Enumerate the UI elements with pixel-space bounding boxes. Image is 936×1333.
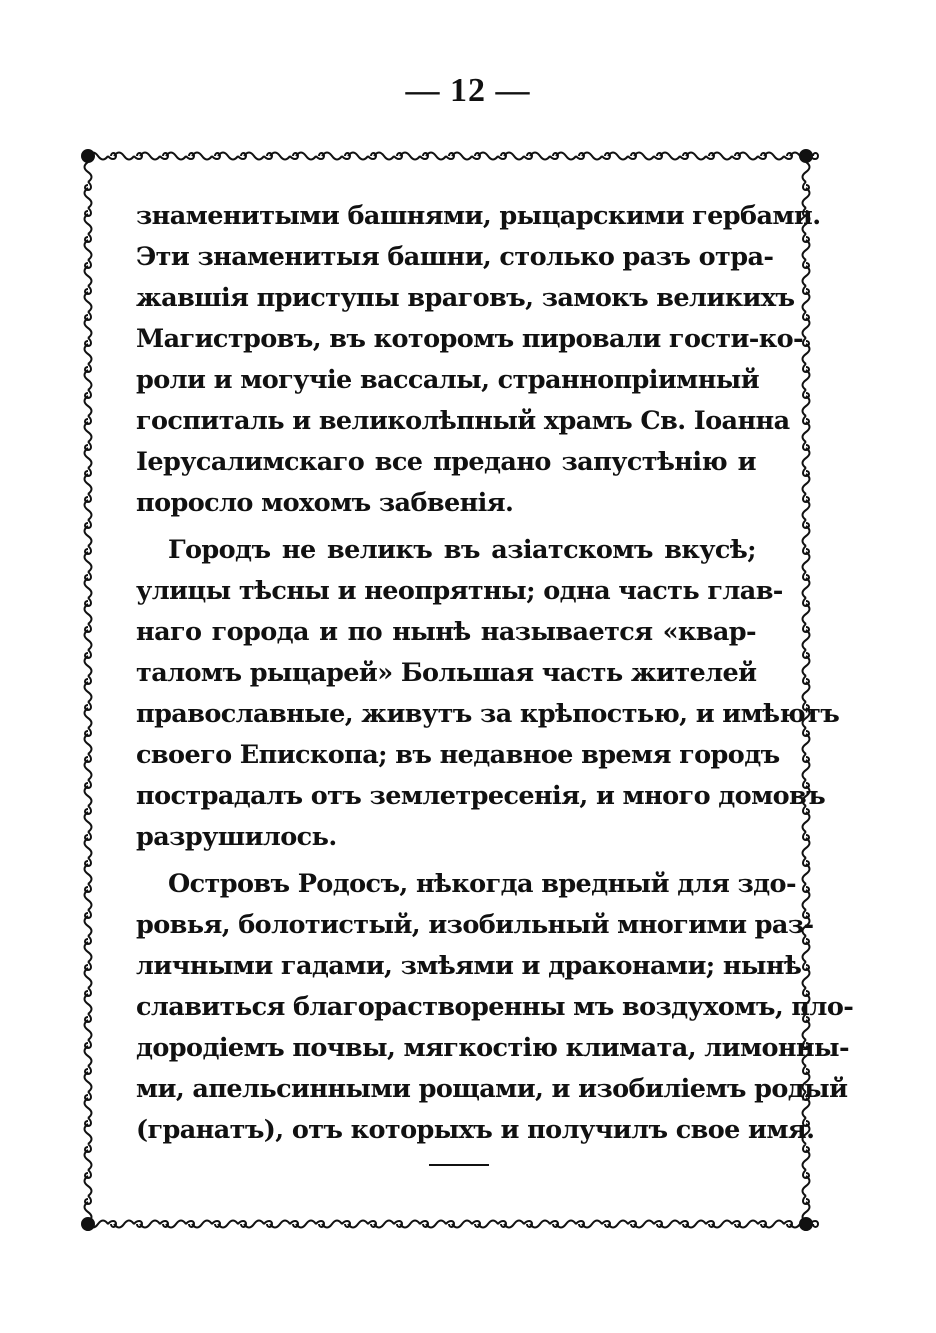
- page-number: — 12 —: [405, 72, 531, 109]
- text-line: своего Епископа; въ недавное время городъ: [136, 740, 780, 770]
- text-line: разрушилось.: [136, 822, 337, 852]
- paragraph-3: [136, 864, 854, 1151]
- text-line: знаменитыми башнями, рыцарскими гербами.: [136, 201, 821, 231]
- text-line: дородіемъ почвы, мягкостію климата, лимонны-: [136, 1033, 849, 1063]
- text-line: улицы тѣсны и неопрятны; одна часть глав-: [136, 576, 783, 606]
- text-line: Магистровъ, въ которомъ пировали гости-ко-: [136, 324, 803, 354]
- text-line: поросло мохомъ забвенія.: [136, 488, 514, 518]
- body-text: [136, 196, 854, 1151]
- text-line: православные, живутъ за крѣпостью, и имѣютъ: [136, 699, 840, 729]
- text-line: Эти знаменитыя башни, столько разъ отра-: [136, 242, 774, 272]
- text-line: личными гадами, змѣями и драконами; нынѣ: [136, 951, 802, 981]
- text-line: госпиталь и великолѣпный храмъ Св. Іоанна: [136, 406, 790, 436]
- text-line: Островъ Родосъ, нѣкогда вредный для здо-: [168, 869, 796, 899]
- text-line: славиться благорастворенны мъ воздухомъ, пло-: [136, 992, 854, 1022]
- paragraph-2: [136, 530, 840, 858]
- text-line: роли и могучіе вассалы, страннопріимный: [136, 365, 760, 395]
- text-line: ровья, болотистый, изобильный многими раз-: [136, 910, 814, 940]
- text-line: таломъ рыцарей» Большая часть жителей: [136, 658, 757, 688]
- paragraph-1: [136, 196, 821, 524]
- text-line: пострадалъ отъ землетресенія, и много домовъ: [136, 781, 826, 811]
- text-line: Іерусалимскаго все предано запустѣнію и: [136, 447, 756, 477]
- text-line: наго города и по нынѣ называется «квар-: [136, 617, 756, 647]
- end-rule-divider: [429, 1164, 489, 1166]
- text-line: жавшія приступы враговъ, замокъ великихъ: [136, 283, 795, 313]
- text-line: ми, апельсинными рощами, и изобиліемъ родый: [136, 1074, 848, 1104]
- text-line: (гранатъ), отъ которыхъ и получилъ свое имя.: [136, 1115, 815, 1145]
- text-line: Городъ не великъ въ азіатскомъ вкусѣ;: [168, 535, 756, 565]
